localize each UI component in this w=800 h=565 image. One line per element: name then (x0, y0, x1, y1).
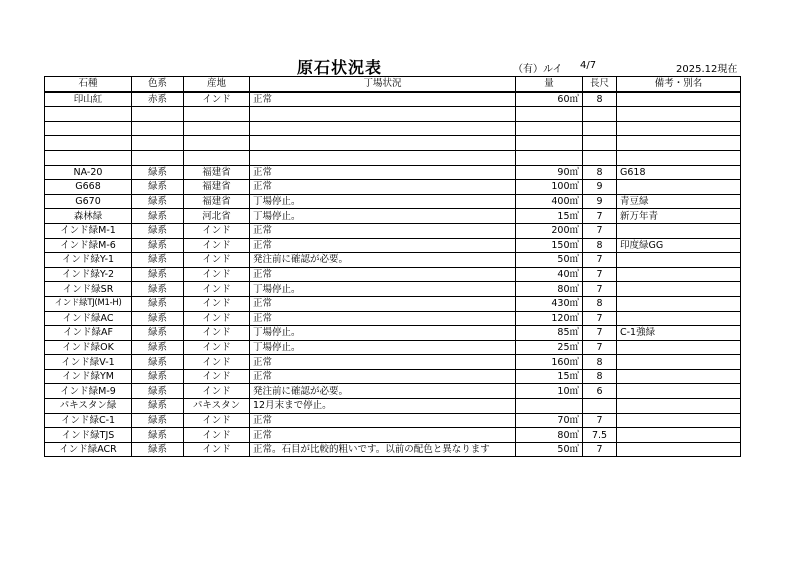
cell-note: 印度緑GG (617, 238, 741, 253)
cell-length: 7 (583, 223, 617, 238)
cell-color: 緑系 (132, 253, 184, 268)
cell-length: 7 (583, 413, 617, 428)
cell-length: 7 (583, 311, 617, 326)
cell-color: 緑系 (132, 223, 184, 238)
cell-length: 7 (583, 442, 617, 457)
cell-note: G618 (617, 165, 741, 180)
cell-note (617, 150, 741, 165)
col-header-note: 備考・別名 (617, 77, 741, 92)
cell-stone: インド緑OK (45, 340, 132, 355)
cell-note (617, 340, 741, 355)
cell-stone (45, 150, 132, 165)
cell-note (617, 107, 741, 122)
cell-color (132, 121, 184, 136)
cell-stone: インド緑TJS (45, 428, 132, 443)
col-header-length: 長尺 (583, 77, 617, 92)
cell-stone: G670 (45, 194, 132, 209)
table-row (45, 282, 741, 297)
cell-qty: 50㎥ (516, 442, 583, 457)
cell-length: 8 (583, 92, 617, 107)
table-row (45, 209, 741, 224)
cell-color: 緑系 (132, 209, 184, 224)
cell-note (617, 399, 741, 414)
cell-color: 緑系 (132, 369, 184, 384)
table-row (45, 384, 741, 399)
cell-color: 赤系 (132, 92, 184, 107)
cell-note (617, 121, 741, 136)
cell-note (617, 136, 741, 151)
table-row (45, 136, 741, 151)
cell-status: 丁場停止。 (250, 340, 516, 355)
cell-qty: 15㎥ (516, 209, 583, 224)
table-row (45, 340, 741, 355)
cell-status: 正常 (250, 355, 516, 370)
col-header-stone: 石種 (45, 77, 132, 92)
col-header-qty: 量 (516, 77, 583, 92)
cell-color (132, 150, 184, 165)
cell-stone: インド緑M-1 (45, 223, 132, 238)
cell-stone: インド緑AF (45, 326, 132, 341)
table-row (45, 428, 741, 443)
cell-color: 緑系 (132, 428, 184, 443)
cell-note (617, 369, 741, 384)
cell-note (617, 282, 741, 297)
cell-status: 正常 (250, 223, 516, 238)
cell-status: 正常 (250, 267, 516, 282)
table-body (45, 92, 741, 457)
cell-note: 青豆緑 (617, 194, 741, 209)
cell-length: 7.5 (583, 428, 617, 443)
table-row (45, 121, 741, 136)
cell-status: 正常 (250, 369, 516, 384)
table-row (45, 311, 741, 326)
cell-origin: 福建省 (184, 194, 250, 209)
cell-stone: インド緑M-6 (45, 238, 132, 253)
cell-note (617, 428, 741, 443)
cell-color: 緑系 (132, 180, 184, 195)
cell-origin: インド (184, 311, 250, 326)
cell-stone: インド緑AC (45, 311, 132, 326)
table-row (45, 180, 741, 195)
cell-stone: 印山紅 (45, 92, 132, 107)
cell-origin: インド (184, 428, 250, 443)
cell-color: 緑系 (132, 165, 184, 180)
cell-status: 12月末まで停止。 (250, 399, 516, 414)
cell-status (250, 121, 516, 136)
cell-stone: インド緑V-1 (45, 355, 132, 370)
cell-note (617, 384, 741, 399)
cell-status: 正常 (250, 311, 516, 326)
page-number: 4/7 (580, 60, 597, 71)
cell-origin: パキスタン (184, 399, 250, 414)
cell-qty (516, 136, 583, 151)
cell-status: 正常。石目が比較的粗いです。以前の配色と異なります (250, 442, 516, 457)
page-title: 原石状況表 (297, 58, 383, 77)
cell-status: 正常 (250, 413, 516, 428)
cell-stone: パキスタン緑 (45, 399, 132, 414)
cell-status: 丁場停止。 (250, 194, 516, 209)
cell-length (583, 136, 617, 151)
cell-length (583, 107, 617, 122)
cell-origin: インド (184, 326, 250, 341)
cell-qty (516, 150, 583, 165)
table-row (45, 107, 741, 122)
cell-color: 緑系 (132, 442, 184, 457)
table-header-row (45, 77, 741, 92)
cell-color: 緑系 (132, 355, 184, 370)
cell-qty: 40㎥ (516, 267, 583, 282)
cell-length: 8 (583, 369, 617, 384)
cell-origin: インド (184, 223, 250, 238)
cell-origin: 福建省 (184, 165, 250, 180)
col-header-status: 丁場状況 (250, 77, 516, 92)
table-row (45, 267, 741, 282)
cell-stone: インド緑YM (45, 369, 132, 384)
cell-origin: インド (184, 355, 250, 370)
cell-origin: 河北省 (184, 209, 250, 224)
cell-length: 9 (583, 194, 617, 209)
cell-status (250, 150, 516, 165)
table-row (45, 150, 741, 165)
cell-qty: 200㎥ (516, 223, 583, 238)
cell-origin: インド (184, 369, 250, 384)
cell-length: 7 (583, 340, 617, 355)
cell-status: 正常 (250, 180, 516, 195)
cell-length: 8 (583, 238, 617, 253)
cell-stone: インド緑Y-1 (45, 253, 132, 268)
cell-color: 緑系 (132, 267, 184, 282)
cell-note: C-1強緑 (617, 326, 741, 341)
cell-color: 緑系 (132, 282, 184, 297)
cell-length: 7 (583, 282, 617, 297)
cell-qty: 85㎥ (516, 326, 583, 341)
table-row (45, 442, 741, 457)
table-row (45, 296, 741, 311)
cell-length: 7 (583, 209, 617, 224)
cell-qty: 400㎥ (516, 194, 583, 209)
cell-length: 6 (583, 384, 617, 399)
cell-stone: インド緑C-1 (45, 413, 132, 428)
cell-status: 丁場停止。 (250, 209, 516, 224)
cell-qty: 80㎥ (516, 282, 583, 297)
cell-color (132, 107, 184, 122)
cell-origin: インド (184, 267, 250, 282)
cell-length (583, 121, 617, 136)
cell-origin: インド (184, 413, 250, 428)
cell-qty: 430㎥ (516, 296, 583, 311)
cell-origin (184, 136, 250, 151)
cell-stone: インド緑ACR (45, 442, 132, 457)
col-header-origin: 産地 (184, 77, 250, 92)
cell-qty (516, 121, 583, 136)
table-row (45, 165, 741, 180)
table-row (45, 194, 741, 209)
cell-note (617, 413, 741, 428)
cell-origin: インド (184, 296, 250, 311)
cell-origin (184, 107, 250, 122)
table-row (45, 223, 741, 238)
cell-stone: インド緑SR (45, 282, 132, 297)
cell-length: 7 (583, 253, 617, 268)
table-row (45, 399, 741, 414)
cell-color: 緑系 (132, 194, 184, 209)
cell-origin: インド (184, 253, 250, 268)
cell-stone: インド緑M-9 (45, 384, 132, 399)
cell-origin: 福建省 (184, 180, 250, 195)
cell-stone (45, 121, 132, 136)
cell-length: 8 (583, 355, 617, 370)
cell-origin: インド (184, 92, 250, 107)
table-row (45, 369, 741, 384)
cell-length (583, 399, 617, 414)
cell-color: 緑系 (132, 326, 184, 341)
cell-color: 緑系 (132, 340, 184, 355)
cell-status: 発注前に確認が必要。 (250, 253, 516, 268)
cell-stone: G668 (45, 180, 132, 195)
table-row (45, 326, 741, 341)
col-header-color: 色系 (132, 77, 184, 92)
cell-status: 正常 (250, 165, 516, 180)
cell-qty: 50㎥ (516, 253, 583, 268)
cell-length: 7 (583, 326, 617, 341)
cell-origin: インド (184, 340, 250, 355)
cell-status: 丁場停止。 (250, 326, 516, 341)
cell-origin: インド (184, 282, 250, 297)
cell-qty: 90㎥ (516, 165, 583, 180)
cell-qty: 160㎥ (516, 355, 583, 370)
table-row (45, 238, 741, 253)
cell-stone: インド緑TJ(M1-H) (45, 296, 132, 311)
cell-note (617, 311, 741, 326)
cell-length: 7 (583, 267, 617, 282)
cell-length: 8 (583, 296, 617, 311)
as-of-date: 2025.12現在 (676, 64, 738, 75)
cell-note (617, 296, 741, 311)
cell-length: 8 (583, 165, 617, 180)
cell-qty: 60㎥ (516, 92, 583, 107)
cell-color: 緑系 (132, 238, 184, 253)
cell-color: 緑系 (132, 311, 184, 326)
cell-status: 正常 (250, 238, 516, 253)
table-row (45, 253, 741, 268)
table-row (45, 92, 741, 107)
cell-length: 9 (583, 180, 617, 195)
cell-stone (45, 136, 132, 151)
table-row (45, 413, 741, 428)
cell-status: 丁場停止。 (250, 282, 516, 297)
cell-stone (45, 107, 132, 122)
cell-qty: 15㎥ (516, 369, 583, 384)
cell-origin (184, 121, 250, 136)
cell-note (617, 92, 741, 107)
cell-note (617, 267, 741, 282)
cell-length (583, 150, 617, 165)
cell-note: 新万年青 (617, 209, 741, 224)
cell-origin: インド (184, 238, 250, 253)
cell-note (617, 180, 741, 195)
cell-origin: インド (184, 442, 250, 457)
cell-status (250, 107, 516, 122)
company-name: （有）ルイ (513, 64, 563, 75)
cell-color (132, 136, 184, 151)
cell-qty: 150㎥ (516, 238, 583, 253)
cell-origin (184, 150, 250, 165)
cell-stone: NA-20 (45, 165, 132, 180)
cell-qty: 120㎥ (516, 311, 583, 326)
cell-origin: インド (184, 384, 250, 399)
stone-status-table (44, 76, 741, 457)
cell-qty: 25㎥ (516, 340, 583, 355)
cell-qty: 70㎥ (516, 413, 583, 428)
cell-status: 発注前に確認が必要。 (250, 384, 516, 399)
table-row (45, 355, 741, 370)
cell-stone: 森林緑 (45, 209, 132, 224)
cell-note (617, 355, 741, 370)
cell-status: 正常 (250, 92, 516, 107)
cell-qty (516, 107, 583, 122)
cell-color: 緑系 (132, 384, 184, 399)
cell-note (617, 253, 741, 268)
cell-note (617, 442, 741, 457)
cell-status: 正常 (250, 296, 516, 311)
cell-qty (516, 399, 583, 414)
cell-color: 緑系 (132, 296, 184, 311)
cell-color: 緑系 (132, 413, 184, 428)
cell-color: 緑系 (132, 399, 184, 414)
cell-qty: 10㎥ (516, 384, 583, 399)
cell-note (617, 223, 741, 238)
cell-status (250, 136, 516, 151)
cell-qty: 80㎥ (516, 428, 583, 443)
cell-qty: 100㎥ (516, 180, 583, 195)
cell-status: 正常 (250, 428, 516, 443)
cell-stone: インド緑Y-2 (45, 267, 132, 282)
